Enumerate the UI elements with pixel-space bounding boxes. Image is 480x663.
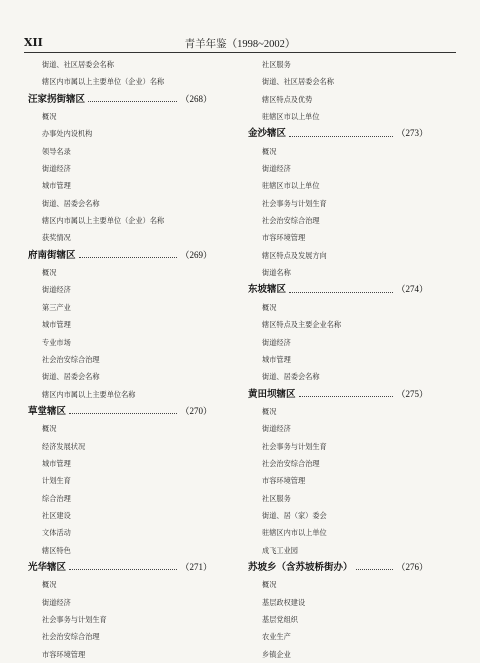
- toc-entry: 领导名录: [42, 146, 71, 156]
- toc-section-heading: [28, 247, 212, 264]
- page-number: XII: [24, 36, 43, 49]
- toc-entry: 辖区特点及优势: [262, 94, 313, 104]
- toc-section-heading: [28, 403, 212, 420]
- toc-entry: 成飞工业园: [262, 545, 298, 555]
- toc-section-heading: [248, 559, 428, 576]
- section-page-number: （273）: [396, 128, 428, 139]
- toc-entry: 社会治安综合治理: [262, 458, 320, 468]
- toc-entry: 辖区内市属以上主要单位名称: [42, 389, 136, 399]
- toc-entry: 街道、居委会名称: [42, 372, 100, 382]
- toc-entry: 市容环境管理: [42, 649, 86, 659]
- dot-leader: [289, 136, 393, 137]
- toc-entry: 第三产业: [42, 302, 71, 312]
- toc-entry: 街道、居委会名称: [262, 372, 320, 382]
- toc-entry: 概况: [262, 146, 277, 156]
- section-title: 黄田坝辖区: [248, 388, 296, 400]
- toc-entry: 社会治安综合治理: [42, 354, 100, 364]
- toc-entry: 驻辖区市以上单位: [262, 112, 320, 122]
- toc-entry: 辖区内市属以上主要单位（企业）名称: [42, 216, 165, 226]
- toc-entry: 街道经济: [42, 285, 71, 295]
- book-title: 青羊年鉴（1998~2002）: [184, 39, 296, 50]
- toc-right-column: [248, 56, 428, 663]
- toc-entry: 社会事务与计划生育: [42, 615, 107, 624]
- toc-entry: 城市管理: [42, 458, 71, 468]
- section-title: 东坡辖区: [248, 284, 287, 296]
- section-page-number: （271）: [180, 561, 212, 572]
- toc-entry: 概况: [42, 112, 57, 122]
- toc-entry: 城市管理: [262, 354, 291, 364]
- toc-entry: 基层政权建设: [262, 597, 306, 607]
- toc-entry: 综合治理: [42, 493, 71, 503]
- toc-entry: 街道经济: [42, 597, 71, 607]
- toc-entry: 街道经济: [262, 164, 291, 174]
- toc-entry: 街道经济: [42, 164, 71, 174]
- section-title: 府南街辖区: [28, 249, 76, 261]
- toc-entry: 街道、居委会名称: [42, 198, 100, 208]
- section-title: 汪家拐街辖区: [28, 93, 86, 105]
- toc-entry: 社区服务: [262, 60, 291, 69]
- toc-entry: 辖区特点及发展方向: [262, 250, 327, 260]
- toc-entry: 街道经济: [262, 424, 291, 434]
- section-page-number: （268）: [180, 93, 212, 104]
- toc-entry: 街道、社区居委会名称: [262, 77, 334, 87]
- section-page-number: （276）: [396, 561, 428, 572]
- toc-entry: 驻辖区市以上单位: [262, 181, 320, 191]
- toc-entry: 基层党组织: [262, 615, 298, 624]
- toc-entry: 概况: [42, 580, 57, 590]
- toc-entry: 辖区特色: [42, 545, 71, 555]
- section-title: 光华辖区: [28, 561, 67, 573]
- toc-section-heading: [28, 91, 212, 108]
- section-page-number: （269）: [180, 249, 212, 260]
- section-title: 金沙辖区: [248, 128, 287, 140]
- toc-entry: 市容环境管理: [262, 233, 306, 243]
- toc-entry: 概况: [262, 580, 277, 590]
- toc-entry: 办事处内设机构: [42, 129, 93, 139]
- toc-section-heading: [248, 386, 428, 403]
- toc-entry: 街道经济: [262, 337, 291, 347]
- toc-entry: 社会治安综合治理: [42, 632, 100, 642]
- section-page-number: （274）: [396, 284, 428, 295]
- toc-entry: 辖区特点及主要企业名称: [262, 320, 342, 330]
- toc-entry: 社区服务: [262, 493, 291, 503]
- toc-entry: 辖区内市属以上主要单位（企业）名称: [42, 77, 165, 87]
- toc-section-heading: [28, 559, 212, 576]
- toc-entry: 社会治安综合治理: [262, 216, 320, 226]
- dot-leader: [356, 569, 394, 570]
- dot-leader: [69, 569, 177, 570]
- dot-leader: [79, 257, 178, 258]
- section-page-number: （275）: [396, 388, 428, 399]
- dot-leader: [88, 101, 177, 102]
- toc-entry: 概况: [262, 406, 277, 416]
- toc-entry: 市容环境管理: [262, 476, 306, 486]
- dot-leader: [69, 413, 177, 414]
- dot-leader: [289, 292, 393, 293]
- toc-entry: 专业市场: [42, 337, 71, 347]
- toc-entry: 城市管理: [42, 181, 71, 191]
- toc-entry: 社会事务与计划生育: [262, 198, 327, 208]
- toc-entry: 社会事务与计划生育: [262, 441, 327, 451]
- toc-entry: 街道、居（家）委会: [262, 510, 327, 520]
- dot-leader: [299, 396, 394, 397]
- toc-entry: 概况: [262, 302, 277, 312]
- toc-entry: 农业生产: [262, 632, 291, 642]
- toc-entry: 驻辖区内市以上单位: [262, 528, 327, 538]
- toc-entry: 计划生育: [42, 476, 71, 486]
- toc-entry: 街道名称: [262, 268, 291, 278]
- toc-section-heading: [248, 281, 428, 298]
- section-page-number: （270）: [180, 405, 212, 416]
- section-title: 草堂辖区: [28, 405, 67, 417]
- toc-entry: 获奖情况: [42, 233, 71, 243]
- toc-left-column: [28, 56, 212, 663]
- toc-entry: 乡镇企业: [262, 649, 291, 659]
- toc-section-heading: [248, 125, 428, 142]
- toc-entry: 文体活动: [42, 528, 71, 538]
- toc-entry: 街道、社区居委会名称: [42, 60, 114, 69]
- toc-entry: 社区建设: [42, 510, 71, 520]
- section-title: 苏坡乡（含苏坡桥街办）: [248, 561, 353, 573]
- toc-entry: 概况: [42, 268, 57, 278]
- toc-entry: 城市管理: [42, 320, 71, 330]
- toc-entry: 概况: [42, 424, 57, 434]
- page-header: [24, 36, 456, 53]
- toc-entry: 经济发展状况: [42, 441, 86, 451]
